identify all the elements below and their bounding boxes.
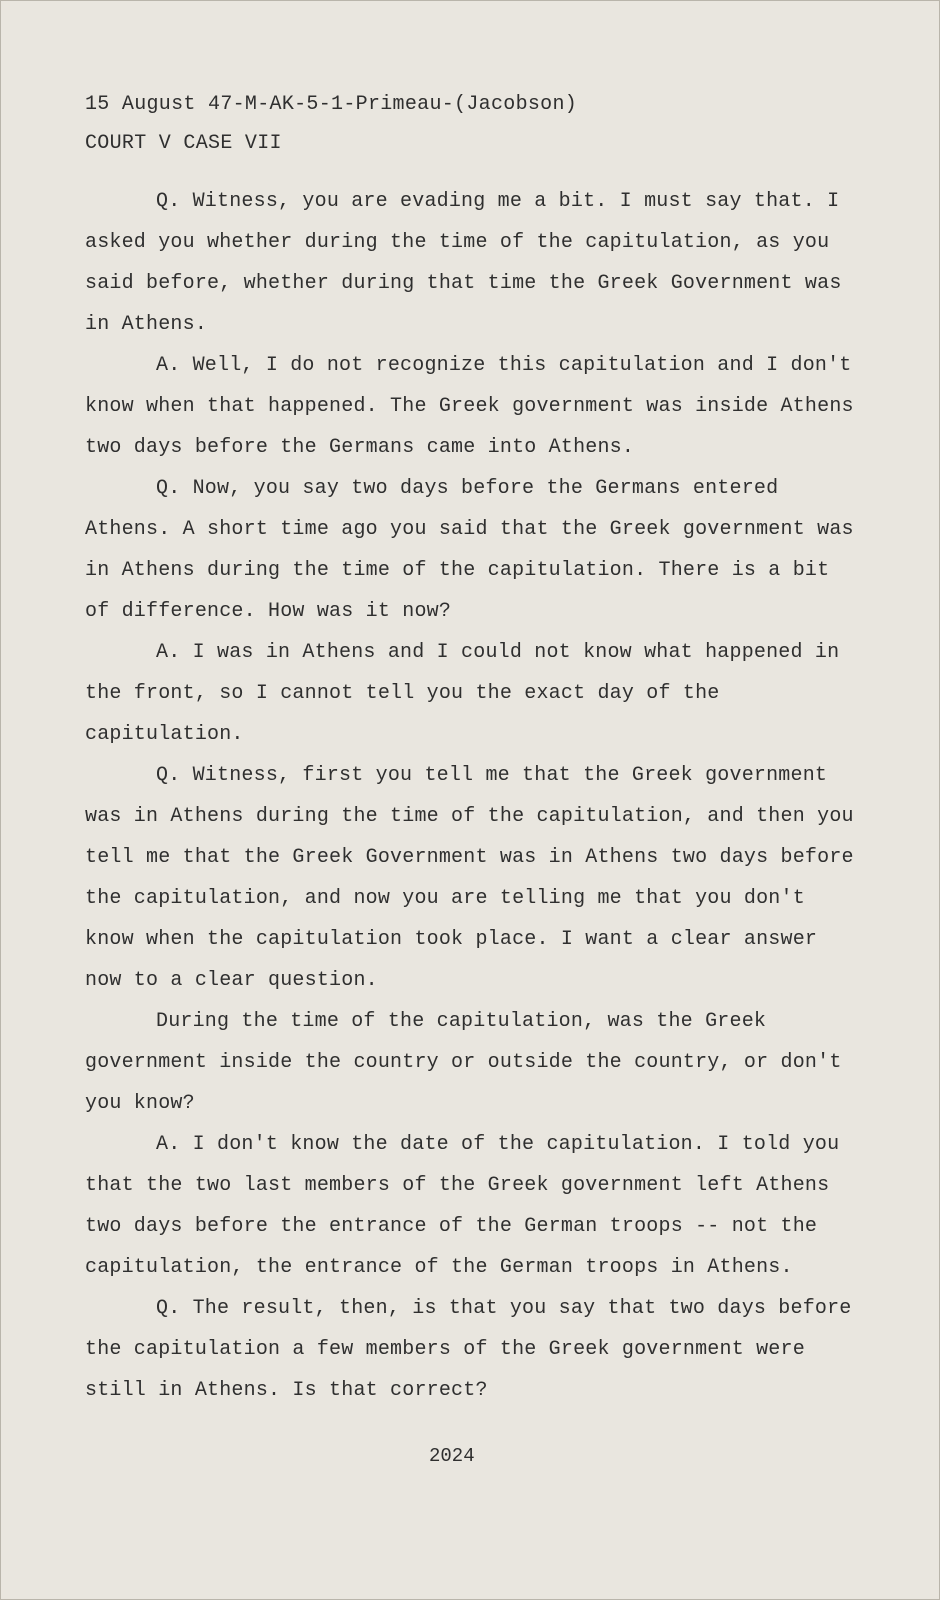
header-case-reference: 15 August 47-M-AK-5-1-Primeau-(Jacobson) (85, 93, 578, 116)
paragraph-question-4: Q. The result, then, is that you say that two days before the capitulation a few members of the Greek government were still in Athens. Is that correct? (85, 1297, 852, 1402)
paragraph-answer-1: A. Well, I do not recognize this capitulation and I don't know when that happened. The Greek government was inside Athens two days before the Germans came into Athens. (85, 354, 854, 459)
paragraph-question-1: Q. Witness, you are evading me a bit. I must say that. I asked you whether during the time of the capitulation, as you said before, whether during that time the Greek Government was in Athens. (85, 190, 842, 336)
page-number: 2024 (429, 1445, 475, 1467)
header-court-case: COURT V CASE VII (85, 132, 282, 155)
paragraph-question-3: Q. Witness, first you tell me that the Greek government was in Athens during the time of the capitulation, and then you tell me that the Greek Government was in Athens two days before the capitulation, and now you are telling me that you don't know when the capitulation took place. I want a clear answer now to a clear question. (85, 764, 854, 992)
paragraph-answer-3: A. I don't know the date of the capitulation. I told you that the two last members of the Greek government left Athens two days before the entrance of the German troops -- not the capitulation, the entrance of the German troops in Athens. (85, 1133, 840, 1279)
paragraph-question-2: Q. Now, you say two days before the Germans entered Athens. A short time ago you said that the Greek government was in Athens during the time of the capitulation. There is a bit of difference. How was it now? (85, 477, 854, 623)
paragraph-answer-2: A. I was in Athens and I could not know what happened in the front, so I cannot tell you the exact day of the capitulation. (85, 641, 840, 746)
paragraph-question-3-continued: During the time of the capitulation, was the Greek government inside the country or outside the country, or don't you know? (85, 1010, 842, 1115)
transcript-body (85, 181, 865, 1411)
